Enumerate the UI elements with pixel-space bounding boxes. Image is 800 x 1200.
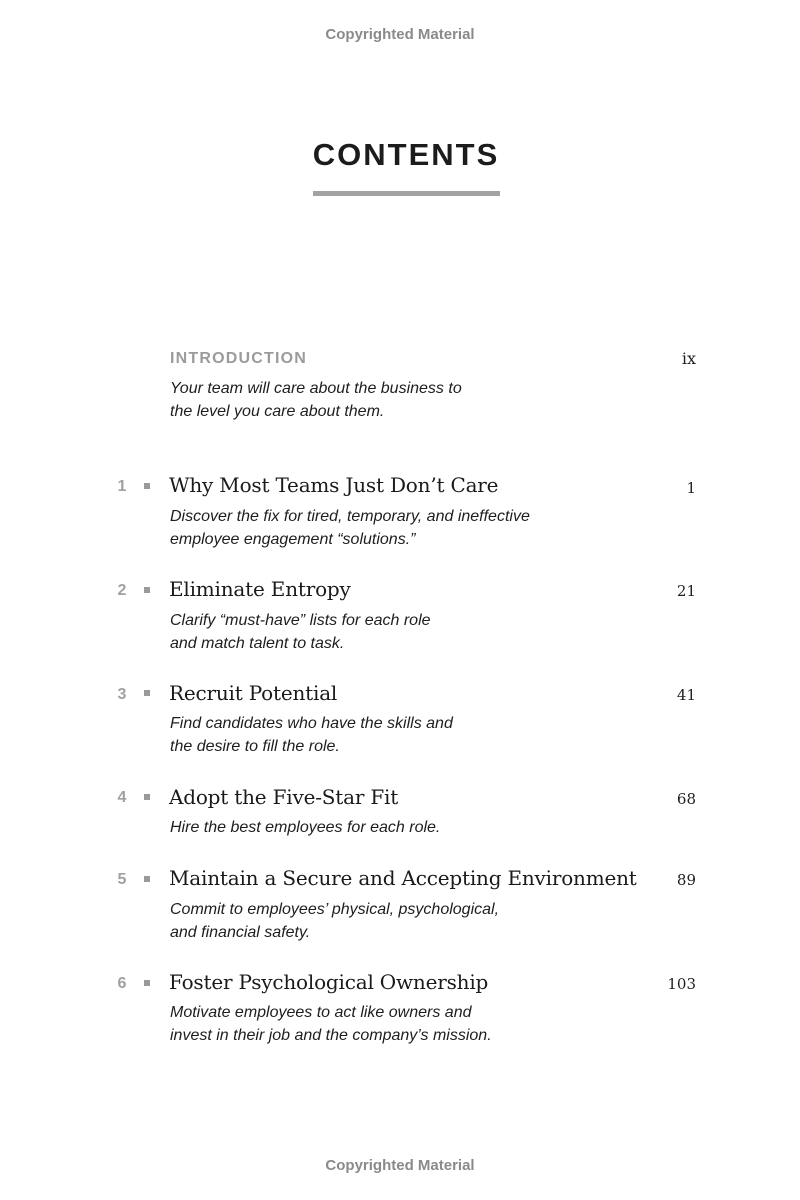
bullet-marker	[144, 876, 150, 882]
description-line: Your team will care about the business to	[170, 380, 462, 397]
chapter-6-page-number[interactable]: 103	[667, 975, 696, 993]
copyright-watermark-bottom: Copyrighted Material	[325, 1157, 475, 1174]
copyright-watermark-top: Copyrighted Material	[325, 26, 475, 43]
chapter-1-page-number[interactable]: 1	[686, 479, 696, 497]
bullet-marker	[144, 483, 150, 489]
chapter-4-page-number[interactable]: 68	[676, 790, 696, 808]
chapter-4-title[interactable]: Adopt the Five-Star Fit	[169, 785, 399, 809]
description-line: Commit to employees’ physical, psychological,	[170, 901, 500, 918]
description-line: Find candidates who have the skills and	[170, 715, 453, 732]
chapter-5-page-number[interactable]: 89	[676, 871, 696, 889]
description-line: Discover the fix for tired, temporary, and ineffective	[170, 508, 530, 525]
description-line: the desire to fill the role.	[170, 737, 340, 755]
chapter-1-description	[170, 506, 630, 551]
description-line: Motivate employees to act like owners and	[170, 1004, 472, 1021]
description-line: and match talent to task.	[170, 634, 345, 652]
chapter-2-number: 2	[117, 582, 127, 599]
bullet-marker	[144, 690, 150, 696]
chapter-2-title[interactable]: Eliminate Entropy	[169, 577, 351, 601]
chapter-6-description	[170, 1002, 630, 1047]
chapter-6-number: 6	[117, 975, 127, 992]
chapter-1-title[interactable]: Why Most Teams Just Don’t Care	[169, 473, 499, 497]
bullet-marker	[144, 587, 150, 593]
chapter-3-description	[170, 713, 630, 758]
chapter-2-page-number[interactable]: 21	[676, 582, 696, 600]
page-title: CONTENTS	[312, 137, 500, 172]
chapter-1-number: 1	[117, 478, 127, 495]
description-line: invest in their job and the company’s mission.	[170, 1026, 492, 1044]
title-underline	[313, 191, 500, 196]
description-line: employee engagement “solutions.”	[170, 530, 416, 548]
chapter-3-page-number[interactable]: 41	[676, 686, 696, 704]
chapter-5-title[interactable]: Maintain a Secure and Accepting Environment	[169, 866, 637, 890]
chapter-5-number: 5	[117, 871, 127, 888]
description-line: and financial safety.	[170, 923, 311, 941]
chapter-2-description	[170, 610, 630, 655]
bullet-marker	[144, 794, 150, 800]
chapter-5-description	[170, 899, 630, 944]
chapter-3-title[interactable]: Recruit Potential	[169, 681, 338, 705]
chapter-4-description	[170, 817, 630, 840]
description-line: the level you care about them.	[170, 402, 385, 420]
introduction-label[interactable]: INTRODUCTION	[170, 350, 308, 367]
chapter-6-title[interactable]: Foster Psychological Ownership	[169, 970, 489, 994]
description-line: Clarify “must-have” lists for each role	[170, 612, 431, 629]
bullet-marker	[144, 980, 150, 986]
introduction-description	[170, 378, 630, 423]
introduction-page-number[interactable]: ix	[681, 349, 696, 368]
description-line: Hire the best employees for each role.	[170, 819, 441, 836]
chapter-4-number: 4	[117, 789, 127, 806]
chapter-3-number: 3	[117, 686, 127, 703]
